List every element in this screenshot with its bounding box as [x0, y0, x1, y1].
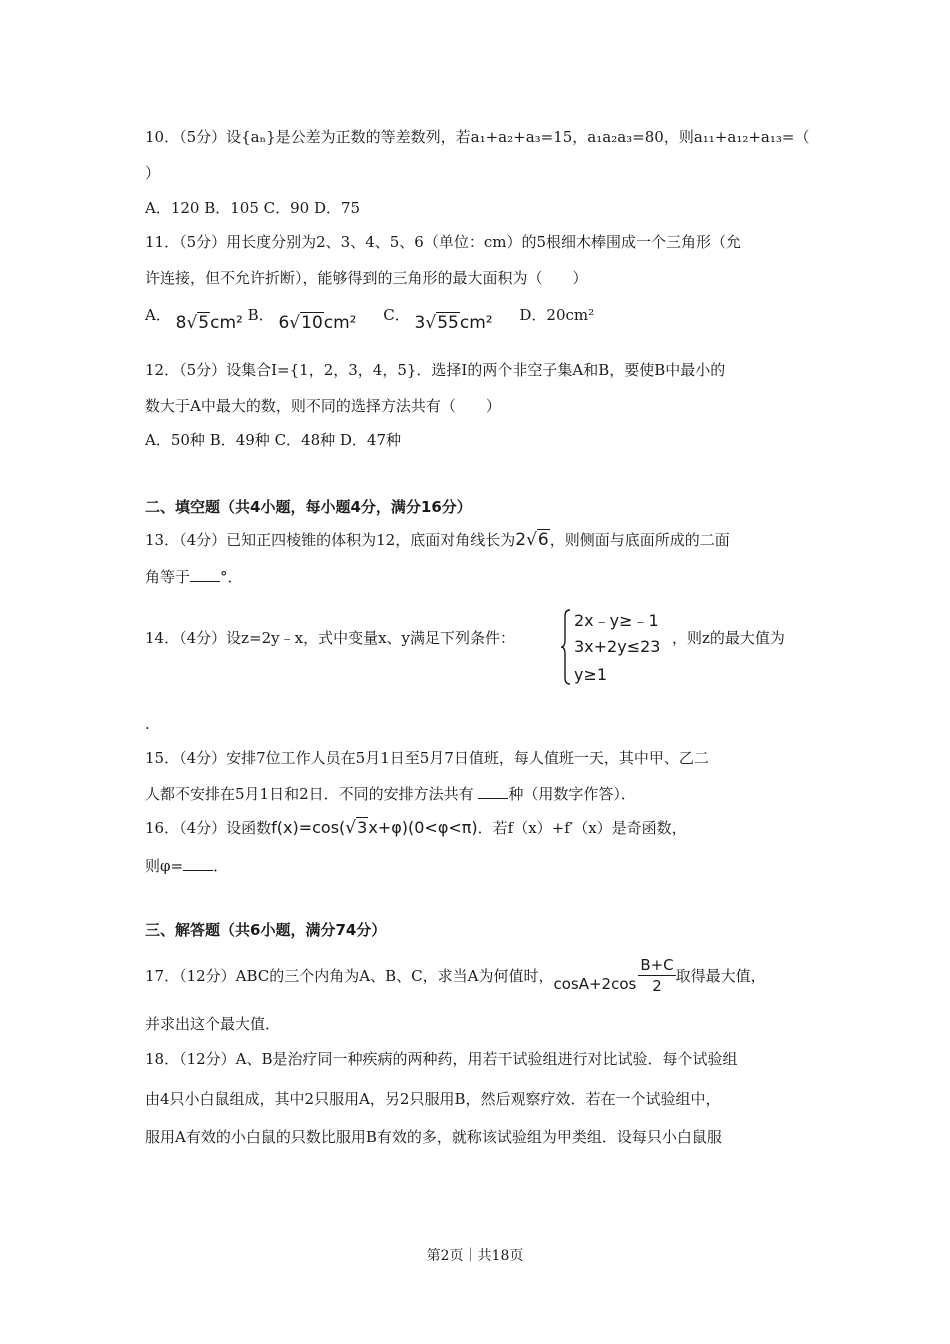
q10-line2: ） — [145, 164, 161, 182]
q18-line1: 18．（12分）A、B是治疗同一种疾病的两种药，用若干试验组进行对比试验．每个试验组 — [145, 1050, 738, 1068]
q14-left-brace — [560, 608, 572, 686]
q11-opt-b-coef: 6 — [278, 313, 290, 333]
q11-opt-b-rad: 10 — [301, 313, 323, 333]
section2-title: 二、填空题（共4小题，每小题4分，满分16分） — [145, 498, 472, 516]
q15-line2 — [145, 784, 636, 804]
q11-opt-b-unit: cm² — [323, 313, 357, 333]
q17-fraction — [638, 955, 675, 996]
q18-line2: 由4只小白鼠组成，其中2只服用A，另2只服用B，然后观察疗效．若在一个试验组中， — [145, 1090, 721, 1108]
q11-opt-c-coef: 3 — [414, 313, 426, 333]
q13-sqrt-expr: 2√6 — [515, 530, 549, 550]
q13-text-pre: 13．（4分）已知正四棱锥的体积为12，底面对角线长为 — [145, 531, 516, 549]
q14-line1-post: ，则z的最大值为 — [672, 629, 785, 647]
q11-line2: 许连接，但不允许折断），能够得到的三角形的最大面积为（ ） — [145, 269, 588, 287]
q13-line2-pre: 角等于 — [145, 568, 191, 586]
q17-line2: 并求出这个最大值． — [145, 1015, 281, 1033]
q12-line1: 12．（5分）设集合I={1，2，3，4，5}．选择I的两个非空子集A和B，要使B中最小的 — [145, 361, 726, 379]
q16-answer-blank — [183, 856, 213, 871]
q11-opt-a: 8√5cm² — [175, 313, 243, 333]
q14-cond1: 2x﹣y≥﹣1 — [574, 611, 659, 630]
q16-line2-post: ． — [213, 857, 229, 875]
q14-line1-pre: 14．（4分）设z=2y﹣x，式中变量x、y满足下列条件： — [145, 629, 516, 647]
q14-line2: . — [145, 715, 150, 733]
q13-line2-post: °． — [220, 568, 243, 586]
q17-expression — [553, 956, 675, 995]
q13-answer-blank — [190, 567, 220, 582]
q17-line1 — [145, 956, 766, 997]
q11-opt-c-rad: 55 — [437, 313, 459, 333]
q14-cond3: y≥1 — [574, 665, 608, 684]
q11-opt-a-rad: 5 — [198, 313, 210, 333]
q11-options — [145, 305, 595, 333]
q15-answer-blank — [478, 784, 508, 799]
q11-opt-a-label: A． — [145, 306, 171, 324]
q17-frac-num: B+C — [640, 956, 674, 974]
q10-options: A．120 B．105 C．90 D．75 — [145, 199, 361, 217]
q17-text-pre: 17．（12分）ABC的三个内角为A、B、C，求当A为何值时， — [145, 967, 554, 985]
q17-frac-den: 2 — [652, 977, 662, 995]
q11-opt-d: D．20cm² — [519, 306, 595, 324]
q11-opt-b: 6√10cm² — [278, 313, 357, 333]
q15-line2-post: 种（用数字作答）． — [508, 785, 636, 803]
q15-line1: 15．（4分）安排7位工作人员在5月1日至5月7日值班，每人值班一天，其中甲、乙二 — [145, 749, 709, 767]
q16-function-expr: f(x)=cos(√3x+φ)(0<φ<π) — [271, 818, 478, 838]
q13-coef: 2 — [515, 530, 527, 550]
q14-cond2: 3x+2y≤23 — [574, 637, 661, 656]
q13-rad: 6 — [537, 530, 549, 550]
q11-opt-c-label: C． — [383, 306, 410, 324]
q11-opt-a-coef: 8 — [175, 313, 187, 333]
q12-options: A．50种 B．49种 C．48种 D．47种 — [145, 431, 402, 449]
page-footer: 第2页｜共18页 — [426, 1248, 524, 1264]
q11-opt-b-label: B． — [247, 306, 274, 324]
q16-text-pre: 16．（4分）设函数 — [145, 819, 272, 837]
q16-line1 — [145, 818, 687, 838]
q11-opt-c: 3√55cm² — [414, 313, 493, 333]
q16-line2-pre: 则φ= — [145, 857, 184, 875]
q11-opt-a-unit: cm² — [210, 313, 243, 333]
q16-text-post: ．若f（x）+f′（x）是奇函数， — [477, 819, 687, 837]
section3-title: 三、解答题（共6小题，满分74分） — [145, 921, 387, 939]
q16-func-post: x+φ)(0<φ<π) — [368, 818, 478, 837]
q17-expr-pre: cosA+2cos — [553, 975, 637, 993]
q12-line2: 数大于A中最大的数，则不同的选择方法共有（ ） — [145, 397, 501, 415]
q10-line1: 10．（5分）设{aₙ}是公差为正数的等差数列，若a₁+a₂+a₃=15，a₁a₂a₃=80，则a₁₁+a₁₂+a₁₃=（ — [145, 128, 810, 146]
q16-func-rad: 3 — [357, 818, 368, 837]
q11-line1: 11．（5分）用长度分别为2、3、4、5、6（单位：cm）的5根细木棒围成一个三角形（允 — [145, 233, 742, 251]
q16-line2 — [145, 856, 228, 876]
q13-line1 — [145, 530, 730, 550]
q11-opt-c-unit: cm² — [459, 313, 493, 333]
q13-text-post: ，则侧面与底面所成的二面 — [549, 531, 730, 549]
q15-line2-pre: 人都不安排在5月1日和2日．不同的安排方法共有 — [145, 785, 474, 803]
q18-line3: 服用A有效的小白鼠的只数比服用B有效的多，就称该试验组为甲类组．设每只小白鼠服 — [145, 1128, 722, 1146]
q16-func-pre: f(x)=cos( — [271, 818, 346, 837]
q17-text-post: 取得最大值， — [675, 967, 766, 985]
q13-line2 — [145, 567, 243, 587]
